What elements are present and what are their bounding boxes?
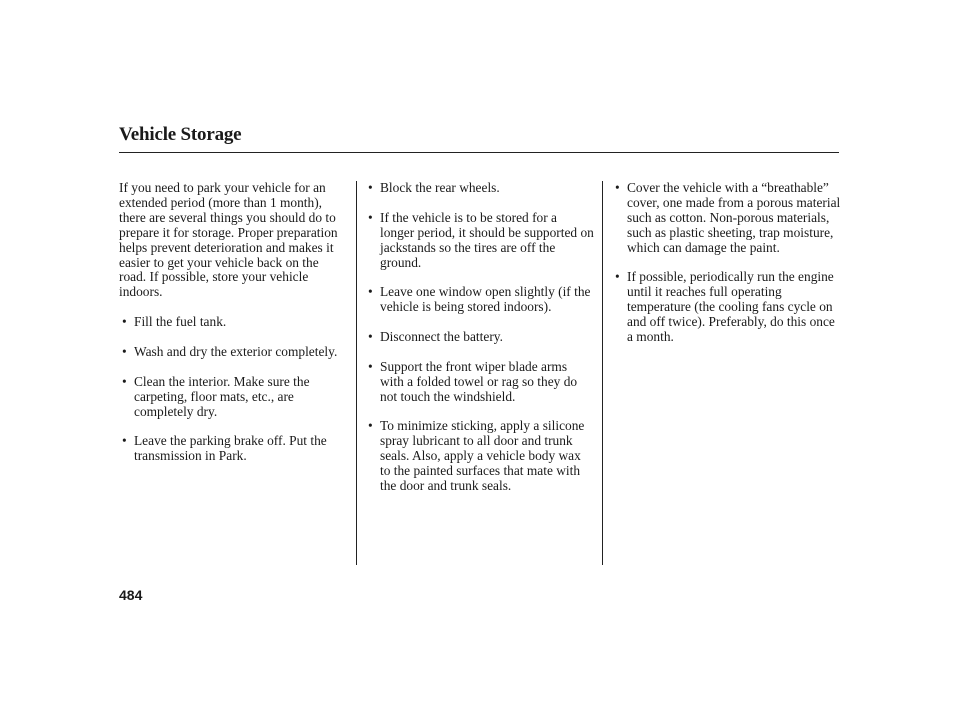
- bullet-icon: •: [368, 180, 373, 195]
- list-item: • If the vehicle is to be stored for a longer period, it should be supported on jackstands so the tires are off the ground.: [368, 209, 594, 270]
- list-item: • Leave the parking brake off. Put the transmission in Park.: [122, 433, 327, 464]
- bullet-icon: •: [368, 329, 373, 345]
- list-item: • Fill the fuel tank.: [122, 314, 227, 330]
- page-number: 484: [119, 587, 143, 603]
- list-item: • Wash and dry the exterior completely.: [122, 343, 338, 359]
- column-1: [119, 181, 347, 479]
- list-item: • Disconnect the battery.: [368, 329, 503, 345]
- list-item: • Leave one window open slightly (if the vehicle is being stored indoors).: [368, 284, 591, 315]
- column-3: [615, 181, 841, 360]
- bullet-icon: •: [368, 284, 373, 300]
- bullet-icon: •: [368, 358, 373, 374]
- list-item: • Support the front wiper blade arms with a folded towel or rag so they do not touch the windshield.: [368, 358, 578, 404]
- bullet-icon: •: [122, 314, 127, 330]
- bullet-icon: •: [122, 433, 127, 449]
- column-divider: [356, 181, 357, 565]
- list-item: • Block the rear wheels.: [368, 180, 500, 195]
- title-rule: [119, 152, 839, 153]
- bullet-icon: •: [368, 418, 373, 434]
- bullet-list-2: [368, 181, 594, 494]
- page-title: Vehicle Storage: [119, 124, 242, 145]
- list-item: • Clean the interior. Make sure the carpeting, floor mats, etc., are completely dry.: [122, 373, 310, 419]
- bullet-icon: •: [368, 209, 373, 225]
- column-divider: [602, 181, 603, 565]
- list-item: • Cover the vehicle with a “breathable” cover, one made from a porous material such as cotton. Non-porous materials, such as plastic sheeting, trap moisture, which can damage the paint.: [615, 180, 841, 255]
- bullet-list-3: [615, 181, 841, 345]
- list-item: • To minimize sticking, apply a silicone spray lubricant to all door and trunk seals. Also, apply a vehicle body wax to the painted surfaces that mate with the door and trunk seals.: [368, 418, 585, 494]
- bullet-list-1: [119, 315, 347, 464]
- column-2: [368, 181, 594, 509]
- bullet-icon: •: [122, 373, 127, 389]
- bullet-icon: •: [122, 343, 127, 359]
- bullet-icon: •: [615, 269, 620, 285]
- intro-paragraph: If you need to park your vehicle for an extended period (more than 1 month), there are several things you should do to prepare it for storage. Proper preparation helps prevent deterioration and makes it easier to get your vehicle back on the road. If possible, store your vehicle indoors.: [119, 180, 338, 300]
- list-item: • If possible, periodically run the engine until it reaches full operating temperature (the cooling fans cycle on and off twice). Preferably, do this once a month.: [615, 269, 835, 345]
- bullet-icon: •: [615, 180, 620, 195]
